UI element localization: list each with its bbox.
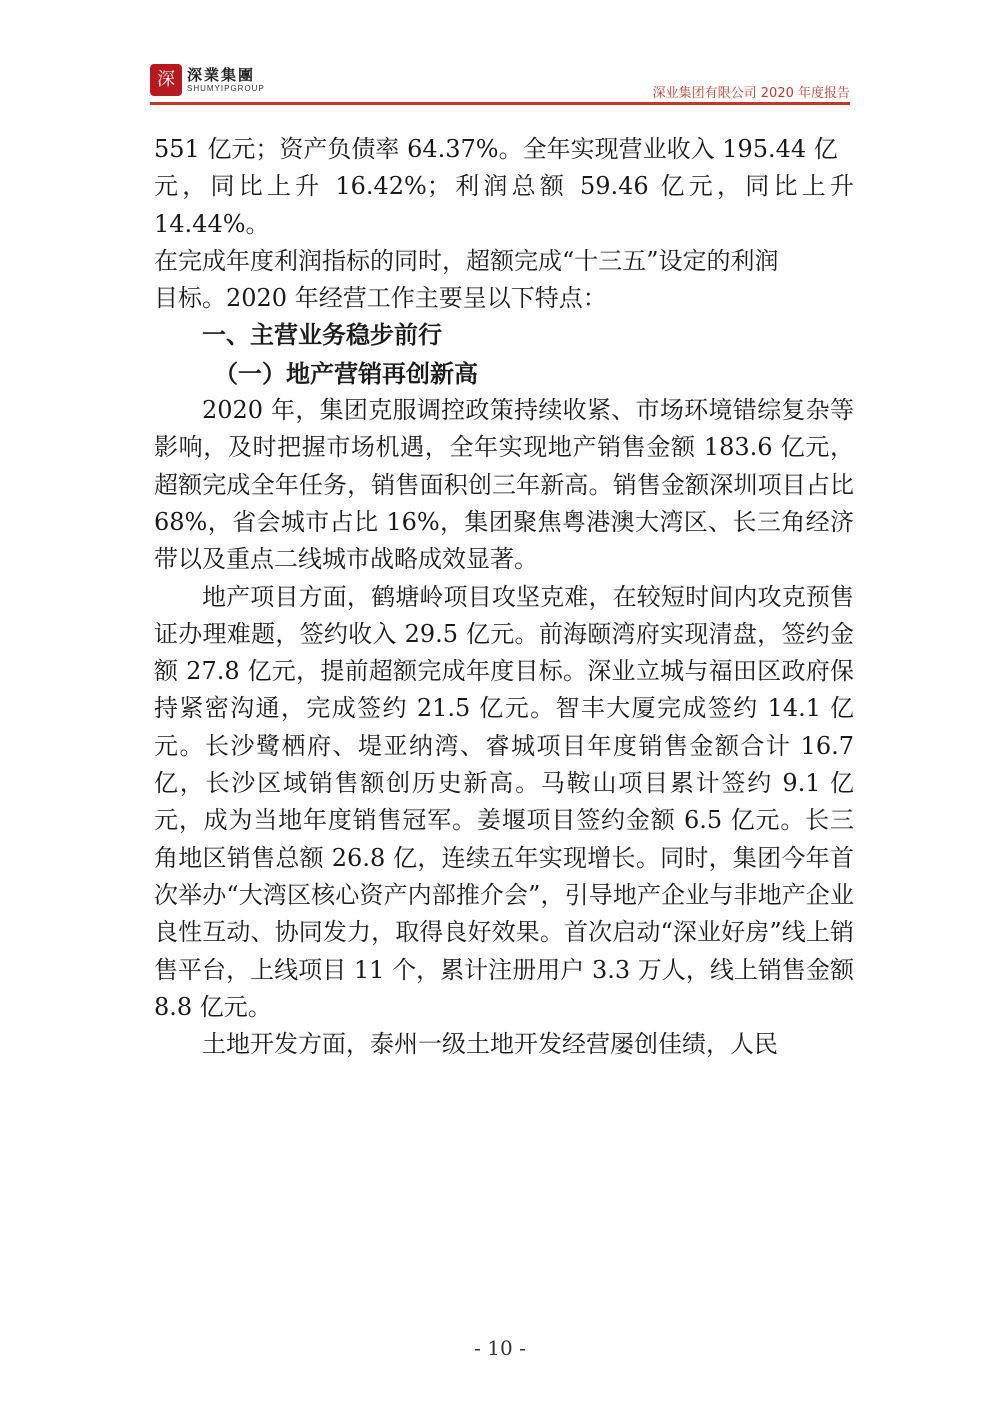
section-heading: 一、主营业务稳步前行 (202, 321, 442, 350)
paragraph-line: 551 亿元；资产负债率 64.37%。全年实现营业收入 195.44 亿 (154, 135, 838, 163)
page-number: - 10 - (474, 1336, 526, 1360)
paragraph: 地产项目方面，鹤塘岭项目攻坚克难，在较短时间内攻克预售证办理难题，签约收入 29.5 亿元。前海颐湾府实现清盘，签约金额 27.8 亿元，提前超额完成年度目标。深业立城与福田区政府保持紧密沟通，完成签约 21.5 亿元。智丰大厦完成签约 14.1 亿元。长沙鹭栖府、堤亚纳湾、睿城项目年度销售金额合计 16.7 亿，长沙区域销售额创历史新高。马鞍山项目累计签约 9.1 亿元，成为当地年度销售冠军。姜堰项目签约金额 6.5 亿元。长三角地区销售总额 26.8 亿，连续五年实现增长。同时，集团今年首次举办“大湾区核心资产内部推介会”，引导地产企业与非地产企业良性互动、协同发力，取得良好效果。首次启动“深业好房”线上销售平台，上线项目 11 个，累计注册用户 3.3 万人，线上销售金额 8.8 亿元。 (154, 582, 854, 1021)
paragraph: 土地开发方面，泰州一级土地开发经营屡创佳绩，人民 (202, 1030, 778, 1059)
company-logo (150, 64, 265, 96)
paragraph: 2020 年，集团克服调控政策持续收紧、市场环境错综复杂等影响，及时把握市场机遇，全年实现地产销售金额 183.6 亿元，超额完成全年任务，销售面积创三年新高。销售金额深圳项目占比 68%，省会城市占比 16%，集团聚焦粤港澳大湾区、长三角经济带以及重点二线城市战略成效显著。 (154, 396, 854, 574)
logo-chinese-name: 深業集團 (187, 66, 256, 84)
logo-english-name: SHUMYIPGROUP (187, 84, 265, 93)
page-header (150, 60, 850, 108)
paragraph-line: 元，同比上升 16.42%；利润总额 59.46 亿元，同比上升 14.44%。 (154, 172, 854, 238)
document-body (154, 131, 854, 1063)
subsection-heading: （一）地产营销再创新高 (214, 358, 478, 388)
paragraph-line: 目标。2020 年经营工作主要呈以下特点： (154, 284, 607, 313)
report-title: 深业集团有限公司 2020 年度报告 (652, 86, 850, 101)
logo-text (187, 66, 265, 94)
logo-seal-icon: 深 (150, 64, 182, 96)
header-rule (150, 102, 850, 105)
paragraph-line: 在完成年度利润指标的同时，超额完成“十三五”设定的利润 (154, 246, 779, 275)
